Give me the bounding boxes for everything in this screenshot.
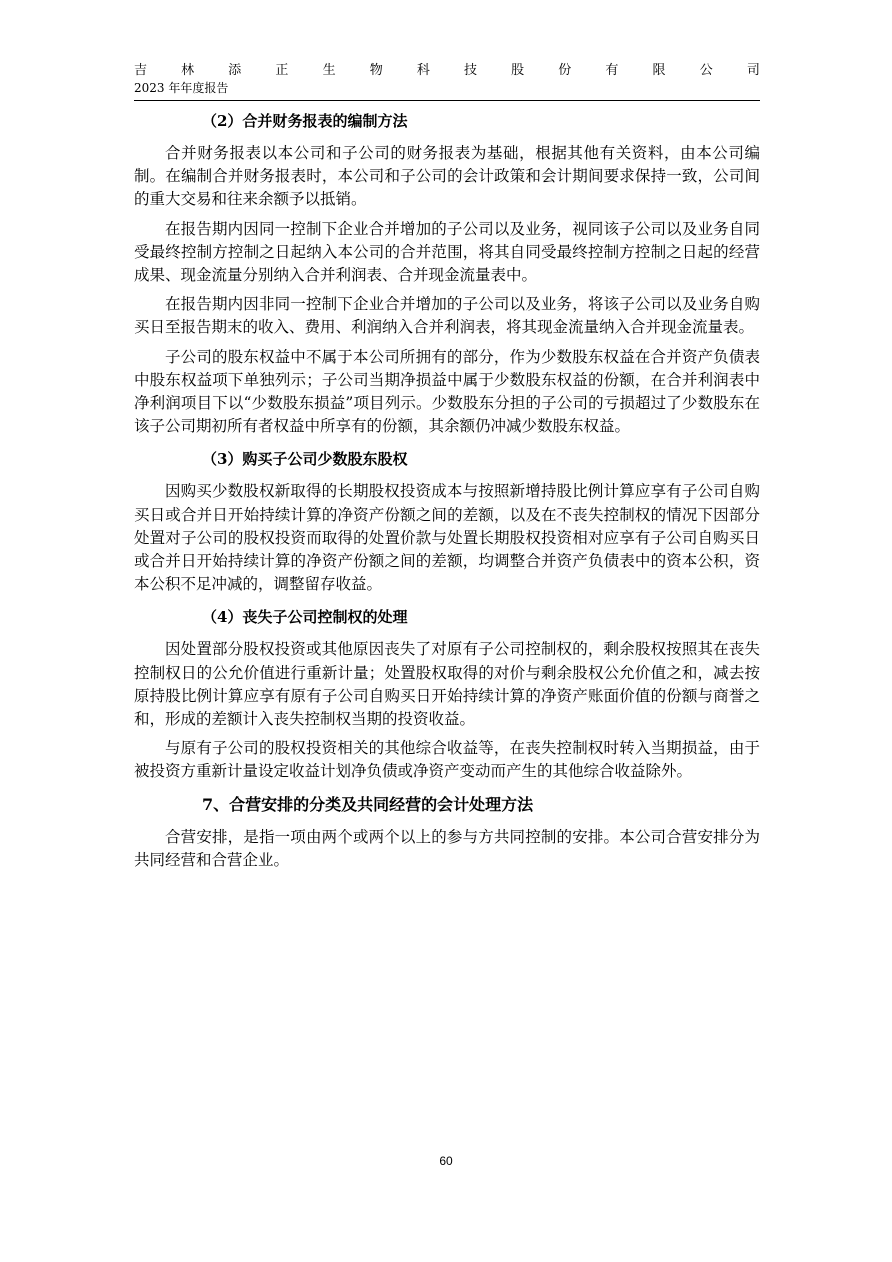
company-name bbox=[134, 62, 760, 80]
company-char: 限 bbox=[652, 63, 666, 78]
company-char: 司 bbox=[746, 63, 760, 78]
company-char: 有 bbox=[605, 63, 619, 78]
paragraph: 因购买少数股权新取得的长期股权投资成本与按照新增持股比例计算应享有子公司自购买日或合并日开始持续计算的净资产份额之间的差额，以及在不丧失控制权的情况下因部分处置对子公司的股权投资而取得的处置价款与处置长期股权投资相对应享有子公司自购买日或合并日开始持续计算的净资产份额之间的差额，均调整合并资产负债表中的资本公积，资本公积不足冲减的，调整留存收益。 bbox=[134, 482, 760, 594]
paragraph: 合营安排，是指一项由两个或两个以上的参与方共同控制的安排。本公司合营安排分为共同经营和合营企业。 bbox=[134, 827, 760, 869]
company-char: 添 bbox=[228, 63, 242, 78]
company-char: 物 bbox=[369, 63, 383, 78]
company-char: 林 bbox=[181, 63, 195, 78]
page-number: 60 bbox=[439, 1154, 453, 1168]
section-heading: （4）丧失子公司控制权的处理 bbox=[202, 608, 408, 627]
main-section-heading: 7、合营安排的分类及共同经营的会计处理方法 bbox=[202, 794, 534, 814]
paragraph: 在报告期内因非同一控制下企业合并增加的子公司以及业务，将该子公司以及业务自购买日至报告期末的收入、费用、利润纳入合并利润表，将其现金流量纳入合并现金流量表。 bbox=[134, 295, 760, 337]
paragraph: 子公司的股东权益中不属于本公司所拥有的部分，作为少数股东权益在合并资产负债表中股东权益项下单独列示；子公司当期净损益中属于少数股东权益的份额，在合并利润表中净利润项目下以“少数股东损益”项目列示。少数股东分担的子公司的亏损超过了少数股东在该子公司期初所有者权益中所享有的份额，其余额仍冲减少数股东权益。 bbox=[134, 347, 760, 436]
company-char: 生 bbox=[322, 63, 336, 78]
company-char: 股 bbox=[511, 63, 525, 78]
company-char: 公 bbox=[699, 63, 713, 78]
company-char: 正 bbox=[275, 63, 289, 78]
header-divider bbox=[134, 100, 760, 101]
section-heading: （3）购买子公司少数股东股权 bbox=[202, 450, 408, 469]
company-char: 份 bbox=[558, 63, 572, 78]
section-heading: （2）合并财务报表的编制方法 bbox=[202, 112, 408, 130]
page-content bbox=[134, 106, 760, 878]
paragraph: 合并财务报表以本公司和子公司的财务报表为基础，根据其他有关资料，由本公司编制。在编制合并财务报表时，本公司和子公司的会计政策和会计期间要求保持一致，公司间的重大交易和往来余额予以抵销。 bbox=[134, 144, 760, 209]
page-header bbox=[134, 62, 760, 96]
paragraph: 因处置部分股权投资或其他原因丧失了对原有子公司控制权的，剩余股权按照其在丧失控制权日的公允价值进行重新计量；处置股权取得的对价与剩余股权公允价值之和，减去按原持股比例计算应享有原有子公司自购买日开始持续计算的净资产账面价值的份额与商誉之和，形成的差额计入丧失控制权当期的投资收益。 bbox=[134, 640, 760, 729]
paragraph: 在报告期内因同一控制下企业合并增加的子公司以及业务，视同该子公司以及业务自同受最终控制方控制之日起纳入本公司的合并范围，将其自同受最终控制方控制之日起的经营成果、现金流量分别纳入合并利润表、合并现金流量表中。 bbox=[134, 219, 760, 285]
company-char: 技 bbox=[463, 63, 477, 78]
company-char: 吉 bbox=[134, 63, 148, 78]
paragraph: 与原有子公司的股权投资相关的其他综合收益等，在丧失控制权时转入当期损益，由于被投资方重新计量设定收益计划净负债或净资产变动而产生的其他综合收益除外。 bbox=[134, 739, 760, 781]
company-char: 科 bbox=[416, 63, 430, 78]
report-title: 2023 年年度报告 bbox=[134, 81, 229, 95]
